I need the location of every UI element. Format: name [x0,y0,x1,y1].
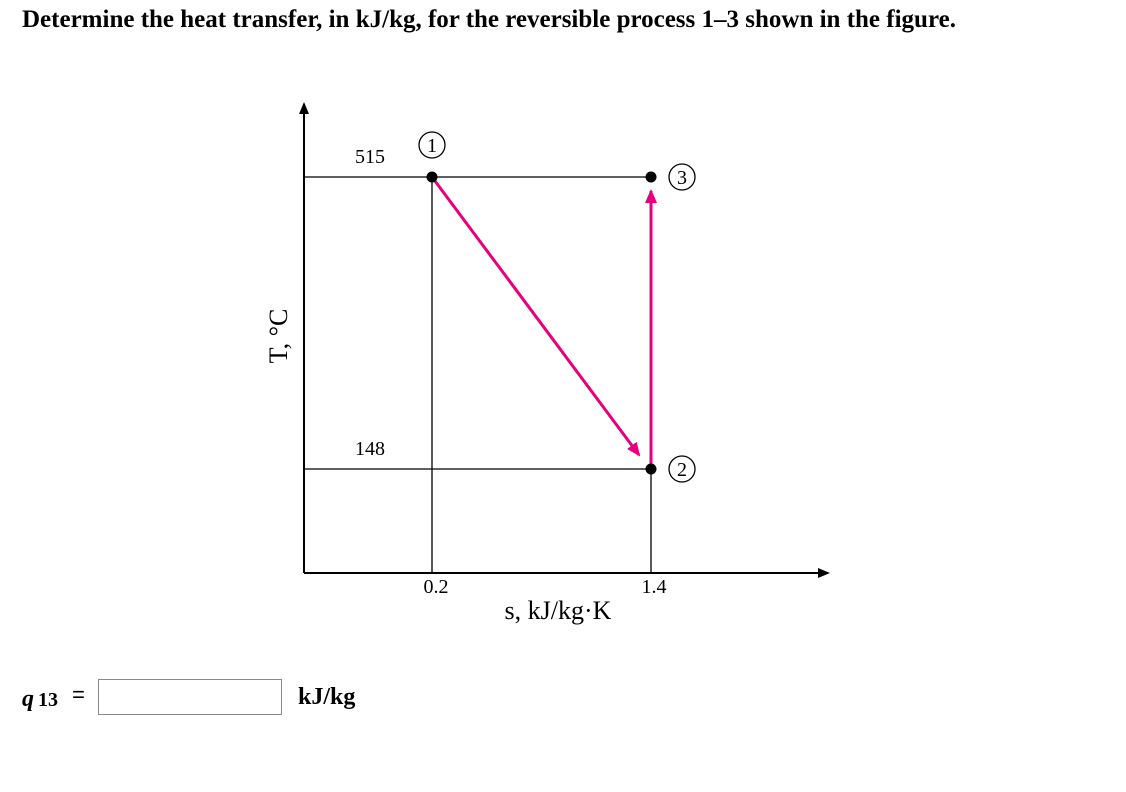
equals-sign: = [72,682,85,707]
question-text: Determine the heat transfer, in kJ/kg, for the reversible process 1–3 shown in the figure. [22,6,956,33]
x-axis-label: s, kJ/kg·K [504,596,612,625]
answer-variable-symbol: q [22,686,34,712]
entropy-label-1-4: 1.4 [641,576,667,598]
state-label-1: 1 [427,135,437,157]
answer-variable-subscript: 13 [38,689,58,711]
y-axis-label: T, °C [264,308,293,364]
answer-variable-label [22,686,58,713]
temperature-label-148: 148 [355,438,385,460]
entropy-label-0-2: 0.2 [423,576,449,598]
temperature-label-515: 515 [355,146,385,168]
state-point-1 [427,172,438,183]
state-point-3 [646,172,657,183]
state-point-2 [646,464,657,475]
state-label-2: 2 [677,459,687,481]
answer-row [22,676,422,720]
answer-input[interactable] [98,679,282,715]
answer-unit: kJ/kg [298,684,356,710]
state-label-3: 3 [677,167,687,189]
process-1-2-arrow [432,177,639,455]
